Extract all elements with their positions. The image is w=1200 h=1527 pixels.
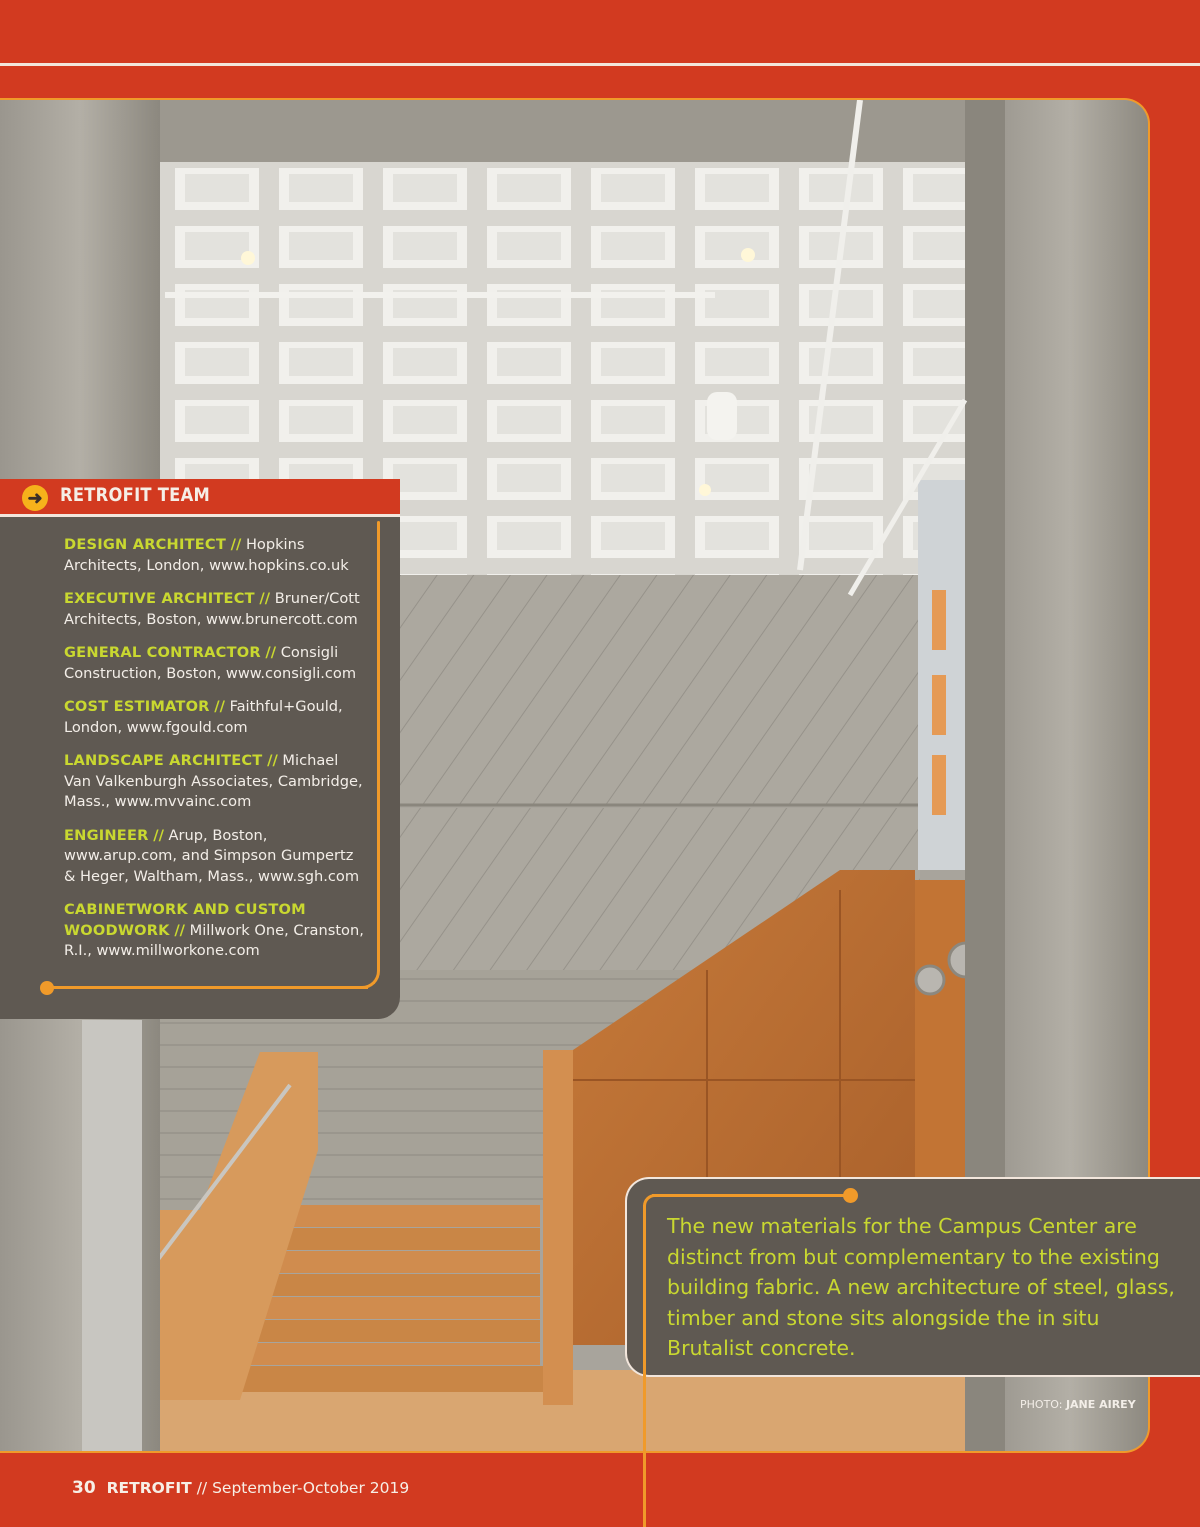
credit-name: JANE AIREY — [1065, 1398, 1136, 1411]
accent-line — [48, 986, 368, 989]
credit-label: PHOTO: — [1020, 1398, 1063, 1411]
team-detail: Michael Van Valkenburgh Associates, Cambridge, Mass., www.mvvainc.com — [64, 752, 363, 810]
team-detail: Consigli Construction, Boston, www.consigli.com — [64, 644, 357, 682]
accent-dot — [843, 1188, 858, 1203]
page-number: 30 — [72, 1478, 96, 1498]
sidebar-title: RETROFIT TEAM — [60, 484, 211, 506]
team-role: COST ESTIMATOR — [64, 698, 210, 715]
separator: // — [174, 921, 185, 939]
team-entry — [64, 697, 364, 738]
team-detail: Bruner/Cott Architects, Boston, www.brunercott.com — [64, 590, 360, 628]
retrofit-team-sidebar — [0, 479, 400, 1019]
top-rule — [0, 63, 1200, 66]
photo-caption: The new materials for the Campus Center are distinct from but complementary to the existing building fabric. A new architecture of steel, glass, timber and stone sits alongside the in situ Brutalist concrete. — [667, 1214, 1175, 1360]
team-detail: Hopkins Architects, London, www.hopkins.co.uk — [64, 536, 349, 574]
team-entry — [64, 826, 364, 888]
page-footer — [72, 1478, 409, 1498]
accent-line — [355, 944, 380, 989]
team-entry — [64, 535, 364, 576]
team-entry — [64, 751, 364, 813]
separator: // — [267, 752, 278, 769]
team-role: CABINETWORK AND CUSTOM WOODWORK — [64, 901, 306, 939]
separator: // — [214, 698, 225, 715]
accent-line — [377, 521, 380, 956]
photo-credit — [1020, 1398, 1136, 1411]
separator: // — [265, 644, 277, 661]
team-role: LANDSCAPE ARCHITECT — [64, 752, 263, 769]
team-role: EXECUTIVE ARCHITECT — [64, 590, 255, 607]
photo-caption-box — [625, 1177, 1200, 1377]
issue-date: September-October 2019 — [212, 1479, 410, 1497]
accent-line — [652, 1194, 850, 1197]
team-role: DESIGN ARCHITECT — [64, 536, 226, 553]
team-detail: Arup, Boston, www.arup.com, and Simpson Gumpertz & Heger, Waltham, Mass., www.sgh.com — [64, 826, 360, 885]
sidebar-header — [0, 479, 400, 517]
team-detail: Faithful+Gould, London, www.fgould.com — [64, 698, 343, 736]
team-detail: Millwork One, Cranston, R.I., www.millworkone.com — [64, 921, 364, 959]
separator: // — [196, 1479, 208, 1497]
separator: // — [259, 590, 271, 607]
team-entry — [64, 589, 364, 630]
team-role: ENGINEER — [64, 826, 149, 844]
accent-line — [643, 1205, 646, 1527]
magazine-name: RETROFIT — [106, 1479, 192, 1497]
arrow-right-icon: ➜ — [22, 485, 48, 511]
team-list — [64, 535, 364, 975]
accent-dot — [40, 981, 54, 995]
team-entry — [64, 900, 364, 962]
separator: // — [230, 536, 242, 553]
separator: // — [153, 826, 164, 844]
team-role: GENERAL CONTRACTOR — [64, 644, 261, 661]
team-entry — [64, 643, 364, 684]
